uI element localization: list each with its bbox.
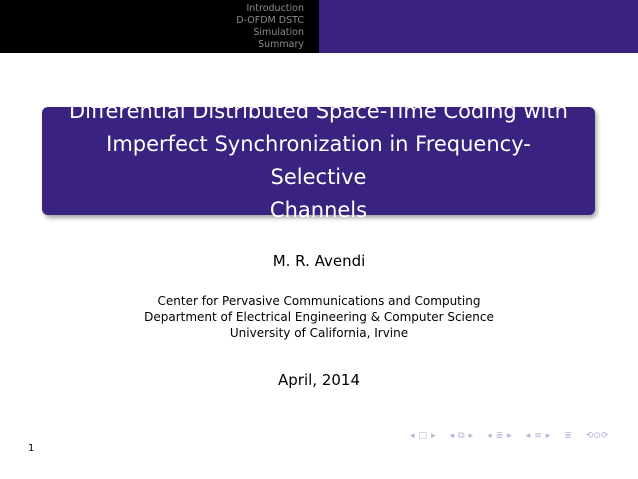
header-right-panel: [319, 0, 638, 53]
date: April, 2014: [278, 371, 360, 389]
subsection-forward-icon[interactable]: ▸: [468, 431, 474, 441]
section-nav: [236, 3, 304, 51]
section-forward-icon[interactable]: ▸: [507, 431, 512, 441]
align-icon[interactable]: ≣: [564, 431, 572, 441]
page-number: 1: [28, 443, 35, 454]
presentation-forward-icon[interactable]: ▸: [545, 431, 551, 441]
frame-back-icon[interactable]: ◂: [410, 431, 415, 441]
author: M. R. Avendi: [272, 252, 366, 270]
nav-item-summary[interactable]: Summary: [258, 39, 304, 50]
subsection-back-icon[interactable]: ◂: [449, 431, 455, 441]
header-left-panel: [0, 0, 319, 53]
beamer-nav-symbols: [410, 431, 608, 441]
title-line: Differential Distributed Space-Time Coding with: [69, 99, 568, 123]
search-icon[interactable]: ⟲⊙⟳: [585, 431, 609, 441]
affiliation: [0, 293, 638, 341]
header-bar: [0, 0, 638, 53]
frame-icon: □: [418, 431, 428, 441]
subsection-icon: ⧉: [458, 431, 465, 441]
section-back-icon[interactable]: ◂: [487, 431, 492, 441]
affiliation-line: Center for Pervasive Communications and Computing: [157, 294, 481, 308]
presentation-back-icon[interactable]: ◂: [525, 431, 531, 441]
nav-item-simulation[interactable]: Simulation: [253, 27, 304, 38]
affiliation-line: Department of Electrical Engineering & Computer Science: [144, 310, 494, 324]
section-icon: ≣: [495, 431, 504, 441]
title-line: Channels: [269, 198, 368, 222]
title-box: [42, 99, 595, 222]
presentation-icon: ≡: [534, 431, 542, 441]
slide-title: [42, 95, 595, 227]
affiliation-line: University of California, Irvine: [229, 326, 409, 340]
nav-item-d-ofdm-dstc[interactable]: D-OFDM DSTC: [236, 15, 304, 26]
title-line: Imperfect Synchronization in Frequency-Selective: [106, 132, 531, 189]
nav-item-introduction[interactable]: Introduction: [246, 3, 304, 14]
frame-forward-icon[interactable]: ▸: [431, 431, 436, 441]
